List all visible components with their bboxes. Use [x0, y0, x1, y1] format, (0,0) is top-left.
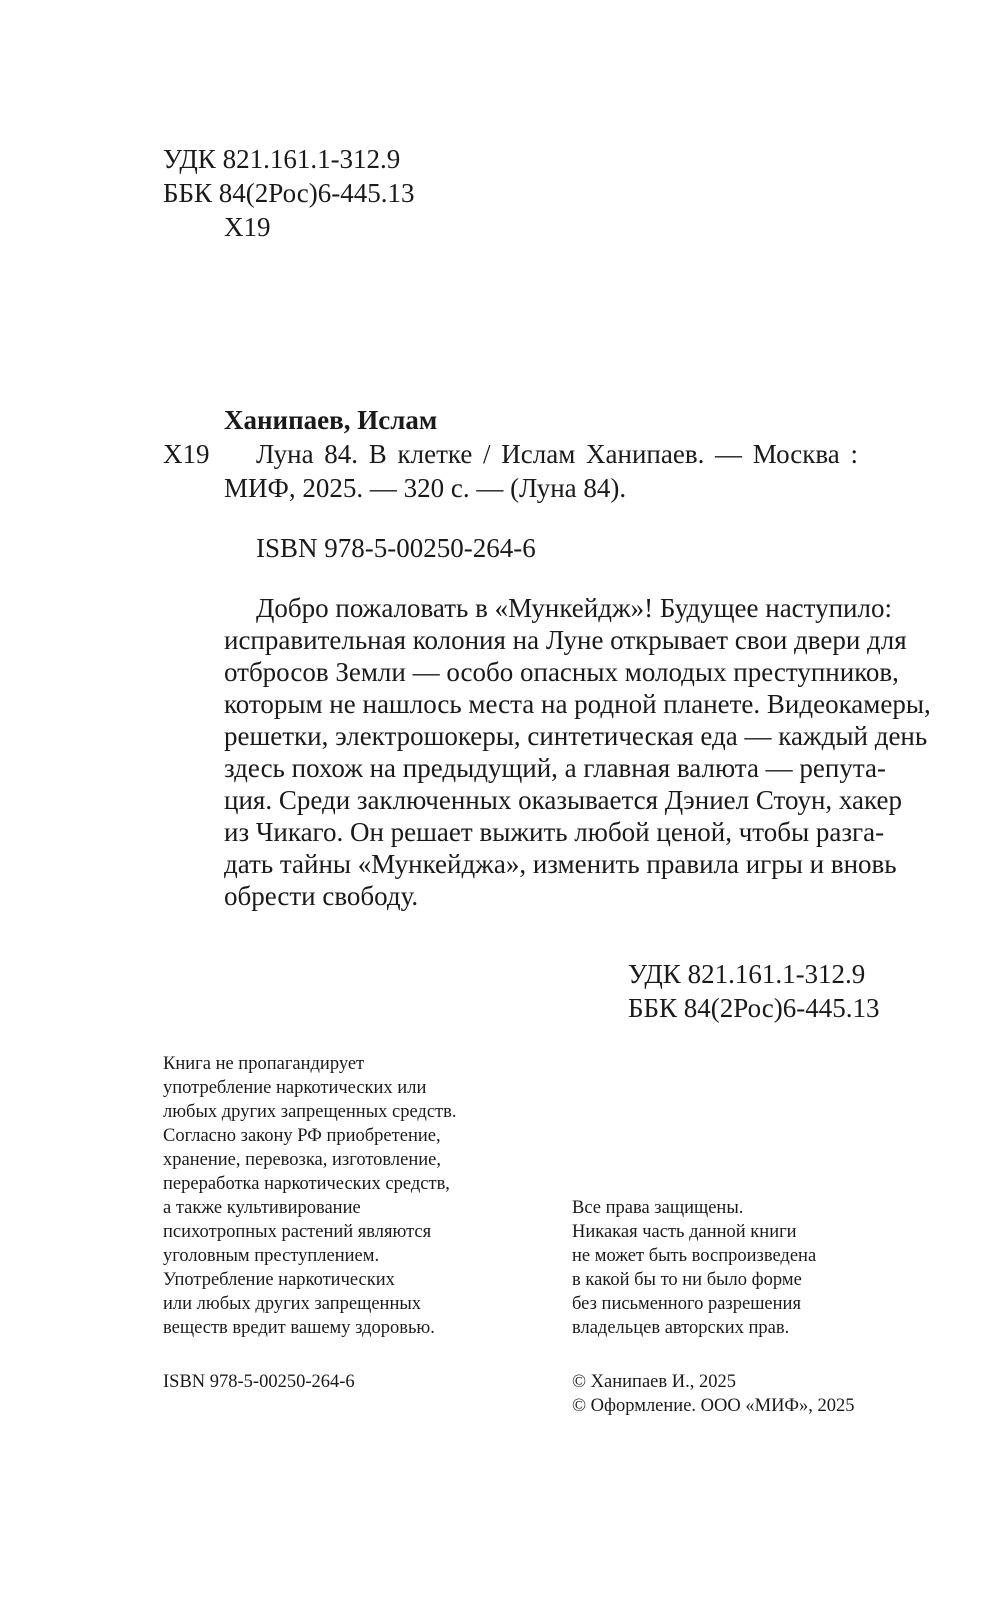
annotation-line: из Чикаго. Он решает выжить любой ценой, чтобы разга- [224, 817, 885, 847]
warning-line: или любых других запрещенных [163, 1294, 422, 1314]
author-mark-top: Х19 [224, 212, 271, 242]
rights-notice [572, 1196, 816, 1340]
rights-line: без письменного разрешения [572, 1294, 801, 1314]
warning-line: веществ вредит вашему здоровью. [163, 1318, 435, 1338]
rights-line: не может быть воспроизведена [572, 1246, 817, 1266]
warning-line: любых других запрещенных средств. [163, 1102, 457, 1122]
annotation-line: решетки, электрошокеры, синтетическая еда — каждый день [224, 721, 928, 751]
warning-line: Книга не пропагандирует [163, 1054, 365, 1074]
title-line-1: Луна 84. В клетке / Ислам Ханипаев. — Москва : [256, 439, 858, 469]
rights-line: Никакая часть данной книги [572, 1222, 797, 1242]
annotation-line: ция. Среди заключенных оказывается Дэниел Стоун, хакер [224, 785, 902, 815]
warning-line: Согласно закону РФ приобретение, [163, 1126, 441, 1146]
copyrights [572, 1370, 855, 1418]
drug-warning [163, 1052, 457, 1340]
udk-code-bottom: УДК 821.161.1-312.9 [628, 959, 866, 989]
warning-line: употребление наркотических или [163, 1078, 427, 1098]
annotation-line: дать тайны «Мункейджа», изменить правила игры и вновь [224, 849, 897, 879]
author-heading: Ханипаев, Ислам [224, 405, 438, 435]
author-mark: Х19 [163, 439, 210, 469]
rights-line: владельцев авторских прав. [572, 1318, 790, 1338]
warning-line: хранение, перевозка, изготовление, [163, 1150, 441, 1170]
isbn-record: ISBN 978-5-00250-264-6 [256, 533, 536, 563]
copyright-author: © Ханипаев И., 2025 [572, 1372, 736, 1392]
warning-line: уголовным преступлением. [163, 1246, 380, 1266]
annotation-line: обрести свободу. [224, 881, 419, 911]
isbn-bottom: ISBN 978-5-00250-264-6 [163, 1372, 355, 1392]
warning-line: психотропных растений являются [163, 1222, 432, 1242]
warning-line: а также культивирование [163, 1198, 361, 1218]
bbk-code-bottom: ББК 84(2Рос)6-445.13 [628, 993, 880, 1023]
annotation-line: исправительная колония на Луне открывает свои двери для [224, 625, 907, 655]
bbk-code-top: ББК 84(2Рос)6-445.13 [163, 178, 415, 208]
annotation-line: здесь похож на предыдущий, а главная валюта — репута- [224, 753, 886, 783]
udk-code-top: УДК 821.161.1-312.9 [163, 144, 401, 174]
copyright-design: © Оформление. ООО «МИФ», 2025 [572, 1396, 855, 1416]
rights-line: Все права защищены. [572, 1198, 744, 1218]
warning-line: переработка наркотических средств, [163, 1174, 450, 1194]
title-line-2: МИФ, 2025. — 320 с. — (Луна 84). [224, 473, 627, 503]
annotation-line: отбросов Земли — особо опасных молодых преступников, [224, 657, 899, 687]
annotation-line: которым не нашлось места на родной планете. Видеокамеры, [224, 689, 931, 719]
warning-line: Употребление наркотических [163, 1270, 395, 1290]
annotation-line: Добро пожаловать в «Мункейдж»! Будущее наступило: [256, 593, 892, 623]
rights-line: в какой бы то ни было форме [572, 1270, 802, 1290]
